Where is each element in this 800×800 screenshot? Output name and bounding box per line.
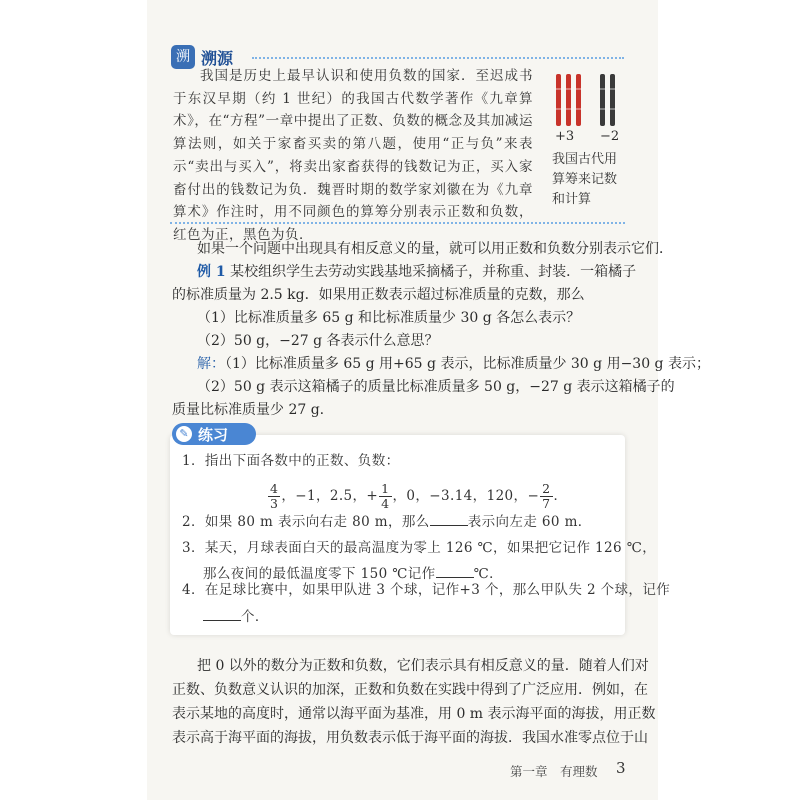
practice-item-2: 2．如果 80 m 表示向右走 80 m，那么 表示向左走 60 m． — [182, 511, 592, 532]
rods-caption: 我国古代用算筹来记数和计算 — [552, 152, 618, 207]
practice-title: 练习 — [198, 426, 229, 444]
solution-label: 解： — [197, 356, 225, 372]
history-title: 溯源 — [201, 49, 234, 68]
fraction-four-thirds: $\frac{4}{3}$ — [270, 481, 279, 511]
answer-2-line-1: （2）50 g 表示这箱橘子的质量比标准质量多 50 g，−27 g 表示这箱橘子的 — [197, 379, 675, 395]
bottom-line-2: 正数、负数意义认识的加深，正数和负数在实践中得到了广泛应用．例如，在 — [172, 682, 648, 698]
history-top-divider — [252, 57, 624, 65]
answer-1 — [197, 353, 710, 375]
page-number: 3 — [616, 759, 626, 777]
example-line-2: 的标准质量为 2.5 kg．如果用正数表示超过标准质量的克数，那么 — [172, 287, 585, 303]
bottom-line-3: 表示某地的高度时，通常以海平面为基准，用 0 m 表示海平面的海拔，用正数 — [172, 706, 656, 722]
history-icon: 溯 — [171, 45, 195, 69]
footer-chapter: 第一章 — [510, 764, 548, 779]
answer-blank — [203, 606, 241, 621]
history-paragraph: 我国是历史上最早认识和使用负数的国家．至迟成书于东汉早期（约 1 世纪）的我国古代数学著作《九章算术》，在“方程”一章中提出了正数、负数的概念及其加减运算法则，如关于家畜买卖的第八题，使用“正与负”来表示“卖出与买入”，将卖出家畜获得的钱数记为正，买入家畜付出的钱数记为负．魏晋时期的数学家刘徽在为《九章算术》作注时，用不同颜色的算筹分别表示正数和负数，红色为正，黑色为负． — [173, 68, 533, 243]
red-rod — [566, 74, 571, 126]
black-rod — [600, 74, 605, 126]
intro-text: 如果一个问题中出现具有相反意义的量，就可以用正数和负数分别表示它们． — [197, 241, 673, 257]
history-text — [173, 65, 533, 247]
practice-item-4-line-1: 4．在足球比赛中，如果甲队进 3 个球，记作+3 个，那么甲队失 2 个球，记作 — [182, 582, 671, 598]
footer-chapter-title: 有理数 — [560, 764, 598, 779]
pencil-icon: ✎ — [176, 426, 192, 442]
fraction-one-quarter: $\frac{1}{4}$ — [381, 481, 390, 511]
history-bottom-divider — [170, 222, 625, 230]
practice-item-3-line-1: 3．某天，月球表面白天的最高温度为零上 126 ℃，如果把它记作 126 ℃， — [182, 540, 657, 556]
black-rod — [610, 74, 615, 126]
answer-blank — [436, 563, 474, 578]
question-1: （1）比标准质量多 65 g 和比标准质量少 30 g 各怎么表示？ — [197, 310, 581, 326]
positive-rod-label: +3 — [555, 129, 575, 144]
red-rod — [556, 74, 561, 126]
bottom-line-1: 把 0 以外的数分为正数和负数，它们表示具有相反意义的量．随着人们对 — [197, 658, 649, 674]
answer-blank — [430, 511, 468, 526]
example-line-1 — [197, 261, 636, 283]
practice-item-3-line-2: 那么夜间的最低温度零下 150 ℃记作 ℃． — [203, 563, 503, 584]
example-text-1: 某校组织学生去劳动实践基地采摘橘子，并称重、封装．一箱橘子 — [230, 264, 637, 280]
bottom-line-4: 表示高于海平面的海拔，用负数表示低于海平面的海拔．我国水准零点位于山 — [172, 730, 648, 746]
practice-item-1: 1．指出下面各数中的正数、负数： — [182, 453, 400, 469]
answer-2-line-2: 质量比标准质量少 27 g. — [172, 402, 325, 418]
negative-rod-label: −2 — [600, 129, 620, 144]
answer-1-text: （1）比标准质量多 65 g 用+65 g 表示，比标准质量少 30 g 用−30 g 表示； — [225, 356, 710, 372]
practice-tab — [172, 423, 256, 445]
red-rod — [576, 74, 581, 126]
example-label: 例 1 — [197, 264, 226, 280]
practice-item-1-numbers: $\frac{4}{3}$ ，−1，2.5，+ $\frac{1}{4}$ ，0，−3.14，120，− $\frac{2}{7}$ ． — [270, 481, 568, 511]
fraction-two-sevenths: $\frac{2}{7}$ — [542, 481, 551, 511]
question-2: （2）50 g，−27 g 各表示什么意思？ — [197, 333, 439, 349]
practice-item-4-line-2: 个． — [203, 606, 269, 627]
